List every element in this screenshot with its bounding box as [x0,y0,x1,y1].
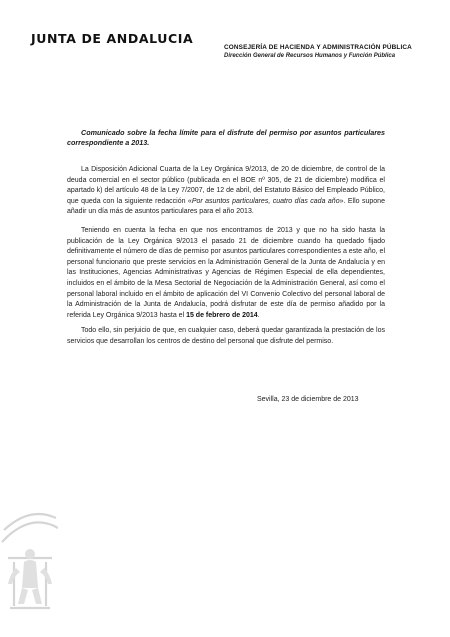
place-date: Sevilla, 23 de diciembre de 2013 [257,396,359,403]
paragraph-2-text: Teniendo en cuenta la fecha en que nos encontramos de 2013 y que no ha sido hasta la publicación de la Ley Orgánica 9/2013 el pasado 21 de diciembre cuando ha quedado fijado definitivamente el número de días de permiso por asuntos particulares correspondientes a este año, el personal funcionario que preste servicios en la Administración General de la Junta de Andalucía y en las Instituciones, Agencias Administrativas y Agencias de Régimen Especial de ella dependientes, incluidos en el ámbito de la Mesa Sectorial de Negociación de la Administración General, así como el personal laboral incluido en el ámbito de aplicación del VI Convenio Colectivo del personal laboral de la Administración de la Junta de Andalucía, podrá disfrutar de este día de permiso añadido por la referida Ley Orgánica 9/2013 hasta el [67,227,385,319]
directorate-name: Dirección General de Recursos Humanos y Función Pública [224,53,396,59]
paragraph-2-end: . [257,311,260,319]
paragraph-2 [67,226,385,321]
document-subject: Comunicado sobre la fecha límite para el disfrute del permiso por asuntos particulares correspondiente a 2013. [67,128,385,148]
paragraph-1-text-b: ». Ello supone añadir un día más de asuntos particulares para el año 2013. [67,197,385,216]
paragraph-1-text-a: La Disposición Adicional Cuarta de la Ley Orgánica 9/2013, de 20 de diciembre, de control de la deuda comercial en el sector público (publicada en el BOE nº 305, de 21 de diciembre) modifica el apartado k) del artículo 48 de la Ley 7/2007, de 12 de abril, del Estatuto Básico del Empleado Público, que queda con la siguiente redacción « [67,166,385,205]
paragraph-3: Todo ello, sin perjuicio de que, en cualquier caso, deberá quedar garantizada la prestación de los servicios que desarrollan los centros de destino del personal que disfrute del permiso. [67,327,385,345]
paragraph-1 [67,165,385,218]
department-name: CONSEJERÍA DE HACIENDA Y ADMINISTRACIÓN PÚBLICA [224,44,412,51]
junta-logo: JUNTA DE ANDALUCIA [31,31,194,46]
paragraph-1-quote: Por asuntos particulares, cuatro días cada año [191,197,340,205]
andalucia-emblem-icon [0,508,58,618]
deadline-date: 15 de febrero de 2014 [186,311,258,319]
